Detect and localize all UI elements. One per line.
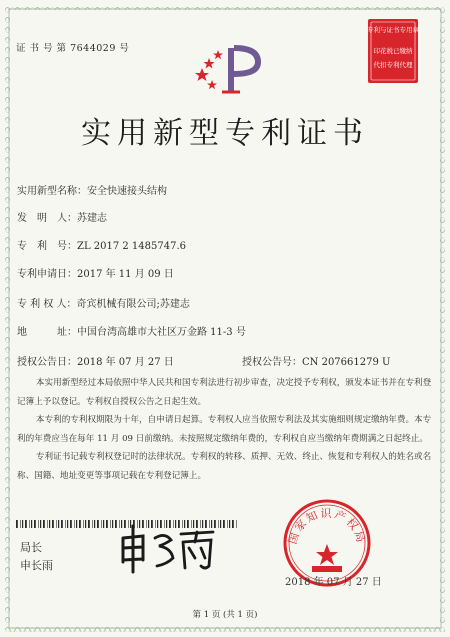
filing-date-row — [17, 265, 174, 280]
seal-text: 国家知识产权局 — [285, 507, 369, 546]
tax-stamp — [367, 18, 419, 84]
address-value: 中国台湾高雄市大社区万金路 11-3 号 — [77, 327, 246, 338]
inventor-row — [17, 209, 107, 224]
seal-date: 2018 年 07 月 27 日 — [285, 577, 382, 588]
patent-number-label: 专 利 号： — [17, 241, 77, 252]
address-row — [17, 323, 246, 338]
director-signature — [115, 520, 220, 575]
grant-number-value: CN 207661279 U — [302, 357, 391, 368]
tax-stamp-line1: 专利与证书专用章 — [367, 26, 419, 34]
inventor-label: 发 明 人： — [17, 213, 77, 224]
tax-stamp-line3: 代扣专利代理 — [373, 61, 413, 69]
director-name: 申长雨 — [20, 559, 53, 572]
filing-date-value: 2017 年 11 月 09 日 — [77, 269, 174, 280]
patent-number-value: ZL 2017 2 1485747.6 — [77, 241, 187, 252]
grant-date-label: 授权公告日： — [17, 357, 77, 368]
director-title: 局长 — [20, 541, 42, 554]
patentee-row — [17, 295, 190, 310]
inventor-value: 苏建志 — [77, 213, 107, 224]
patentee-label: 专 利 权 人： — [17, 299, 77, 310]
utility-model-name-label: 实用新型名称： — [17, 186, 87, 197]
body-paragraph: 本实用新型经过本局依照中华人民共和国专利法进行初步审查，决定授予专利权，颁发本证书并在专利登记簿上予以登记。专利权自授权公告之日起生效。 — [17, 378, 432, 407]
body-paragraph: 专利证书记载专利权登记时的法律状况。专利权的转移、质押、无效、终止、恢复和专利权人的姓名或名称、国籍、地址变更等事项记载在专利登记簿上。 — [17, 452, 432, 481]
utility-model-name-value: 安全快速接头结构 — [87, 186, 167, 197]
page-footer: 第 1 页 (共 1 页) — [192, 610, 258, 620]
patent-number-row — [17, 237, 186, 252]
address-label: 地 址： — [17, 327, 77, 338]
grant-number-row — [242, 353, 390, 368]
certificate-body — [17, 374, 432, 485]
tax-stamp-line2: 印花税已缴纳 — [373, 47, 413, 55]
certificate-number: 证 书 号 第 7644029 号 — [16, 43, 130, 54]
grant-number-label: 授权公告号： — [242, 357, 302, 368]
grant-date-row — [17, 353, 174, 368]
cnipa-emblem-icon — [188, 40, 266, 100]
filing-date-label: 专利申请日： — [17, 269, 77, 280]
utility-model-name-row — [17, 182, 167, 197]
patentee-value: 奇宾机械有限公司;苏建志 — [76, 299, 190, 310]
grant-date-value: 2018 年 07 月 27 日 — [77, 357, 174, 368]
body-paragraph: 本专利的专利权期限为十年，自申请日起算。专利权人应当依照专利法及其实施细则规定缴纳年费。本专利的年费应当在每年 11 月 09 日前缴纳。未按照规定缴纳年费的，专利权自应当缴纳年费期满之日起终止。 — [17, 415, 432, 444]
certificate-title: 实用新型专利证书 — [81, 116, 369, 151]
